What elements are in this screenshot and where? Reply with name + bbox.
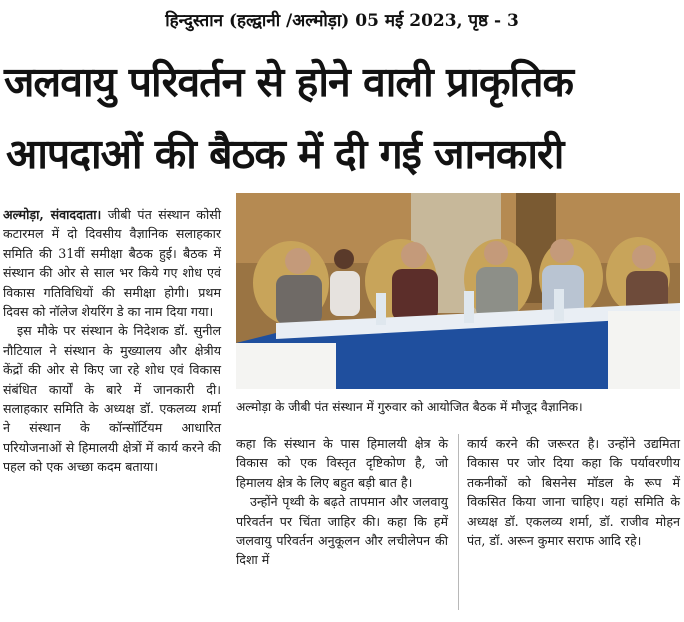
body-paragraph: कहा कि संस्थान के पास हिमालयी क्षेत्र के विकास को एक विस्तृत दृष्टिकोण है, जो हिमालय क्षेत्र के लिए बहुत बड़ी बात है।	[236, 436, 448, 490]
masthead: हिन्दुस्तान (हल्द्वानी /अल्मोड़ा) 05 मई 2023, पृष्ठ - 3	[165, 11, 519, 31]
meeting-photo-illustration	[236, 193, 680, 389]
body-paragraph: कार्य करने की जरूरत है। उन्होंने उद्यमिता विकास पर जोर दिया कहा कि पर्यावरणीय तकनीकों को बिसनेस मॉडल के रूप में विकसित किया जाना चाहिए। यहां समिति के अध्यक्ष डॉ. एकलव्य शर्मा, डॉ. राजीव मोहन पंत, डॉ. अरून कुमार सराफ आदि रहे।	[467, 436, 680, 549]
dateline: अल्मोड़ा, संवाददाता।	[3, 207, 102, 222]
column-divider	[458, 434, 459, 610]
body-paragraph: उन्होंने पृथ्वी के बढ़ते तापमान और जलवायु परिवर्तन पर चिंता जाहिर की। कहा कि हमें जलवायु परिवर्तन अनुकूलन और लचीलेपन की दिशा में	[236, 494, 448, 568]
headline-line-1: जलवायु परिवर्तन से होने वाली प्राकृतिक	[4, 58, 573, 106]
article-column-1	[3, 205, 221, 477]
headline-line-2: आपदाओं की बैठक में दी गई जानकारी	[6, 130, 564, 178]
article-column-3	[467, 434, 680, 550]
news-photo	[236, 193, 680, 389]
article-column-2	[236, 434, 448, 570]
photo-caption: अल्मोड़ा के जीबी पंत संस्थान में गुरुवार को आयोजित बैठक में मौजूद वैज्ञानिक।	[236, 400, 583, 414]
intro-paragraph	[3, 205, 221, 321]
body-paragraph: इस मौके पर संस्थान के निदेशक डॉ. सुनील नौटियाल ने संस्थान के मुख्यालय और क्षेत्रीय केंद्रों की ओर से किए जा रहे शोध एवं विकास संबंधित कार्यों के बारे में जानकारी दी। सलाहकार समिति के अध्यक्ष डॉ. एकलव्य शर्मा ने संस्थान के कॉन्सॉर्टियम आधारित परियोजनाओं से हिमालयी क्षेत्रों में कार्य करने की पहल को एक अच्छा कदम बताया।	[3, 323, 221, 475]
intro-text: जीबी पंत संस्थान कोसी कटारमल में दो दिवसीय वैज्ञानिक सलाहकार समिति की 31वीं समीक्षा बैठक हुई। बैठक में संस्थान की ओर से साल भर किये गए शोध एवं विकास गतिविधियों की समीक्षा होगी। प्रथम दिवस को नॉलेज शेयरिंग डे का नाम दिया गया।	[3, 207, 222, 320]
